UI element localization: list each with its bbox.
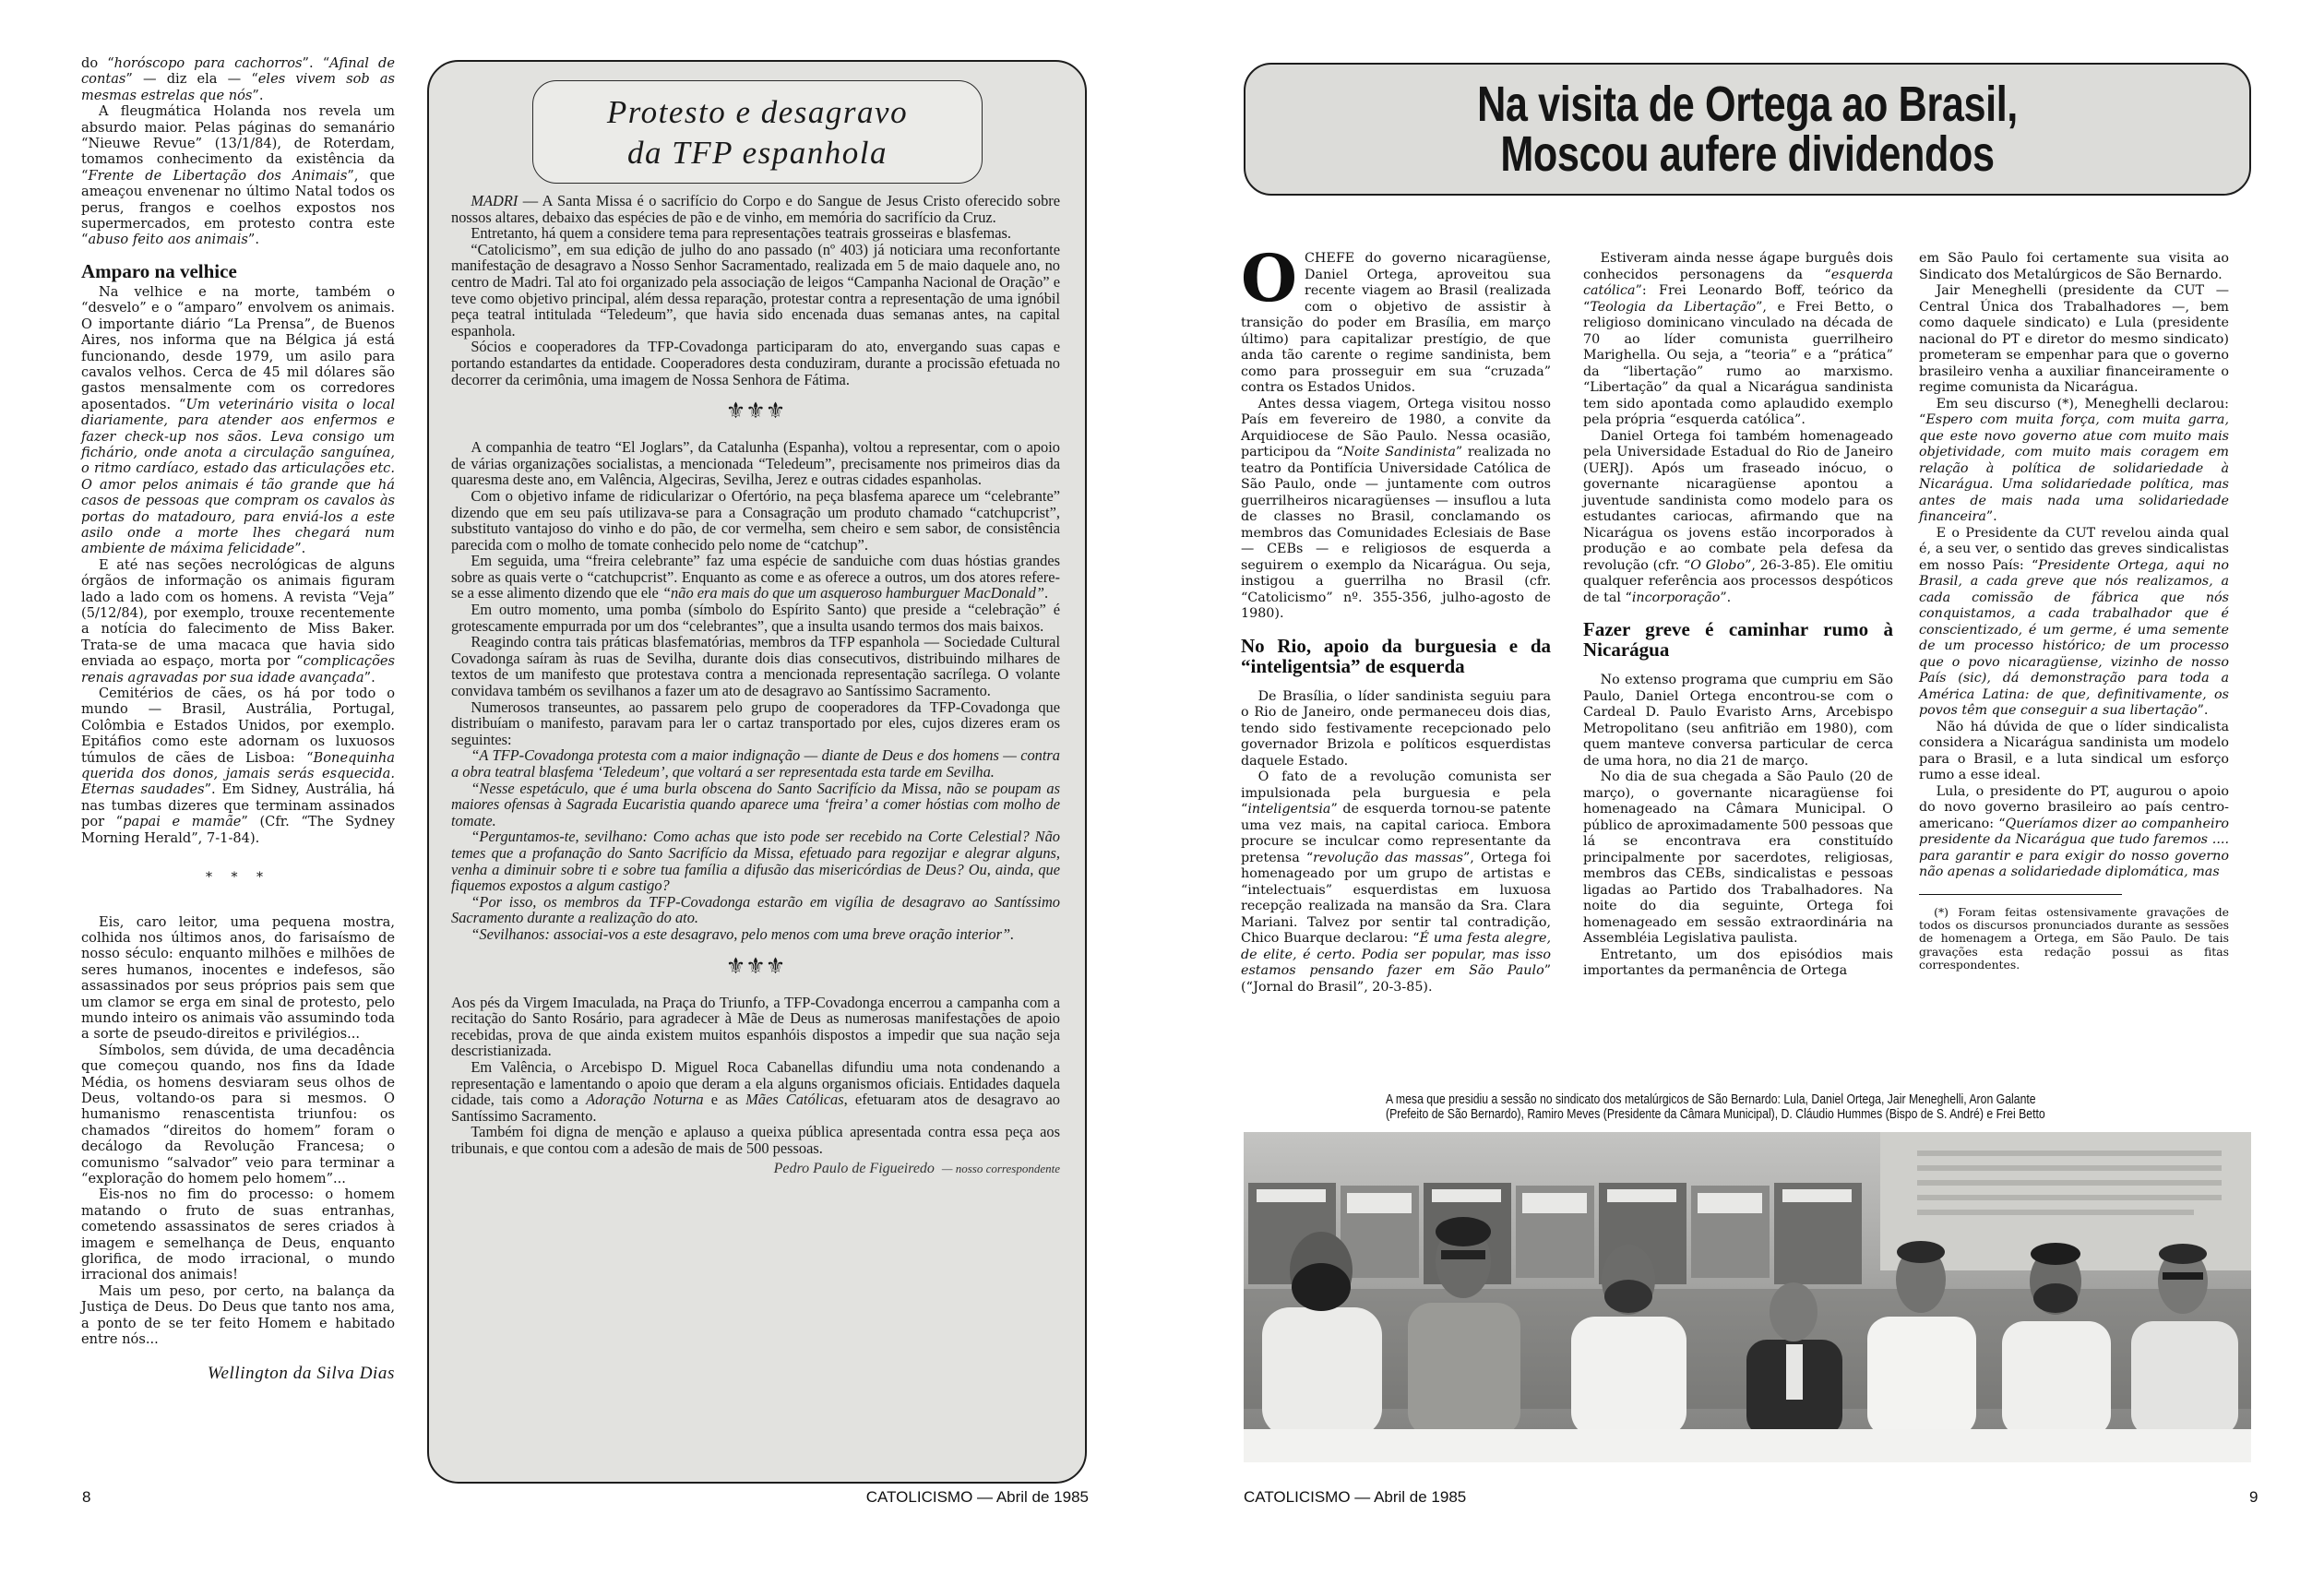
paragraph (1583, 673, 1893, 769)
text-run: Entretanto, há quem a considere tema para representações teatrais grosseiras e blasfemas. (471, 224, 1012, 243)
paragraph (1583, 948, 1893, 980)
text-run: Na velhice e na morte, também o “desvelo” e o “amparo” envolvem os animais. O importante diário “La Prensa”, de Buenos Aires, nos informa que na Bélgica já está funcionando, desde 1979, um asilo para cavalos velhos. Cerca de 45 mil dólares são gastos mensalmente com os corredores aposentados. “ (81, 283, 395, 412)
paragraph (1919, 283, 2229, 397)
text-run: No dia de sua chegada a São Paulo (20 de março), o governante nicaragüense foi homenageado na Câmara Municipal. O público de aproximadamente 500 pessoas que lá se encontrava era constituído principalmente por sacerdotes, religiosas, membros das CEBs, sindicalistas e pessoas ligadas ao Partido dos Trabalhadores. Na noite do dia seguinte, Ortega foi homenageado em sessão extraordinária na Assembléia Legislativa paulista. (1583, 769, 1893, 946)
text-run: ”, 26-3-85). Ele omitiu qualquer referência aos processos despóticos de tal “ (1583, 557, 1893, 605)
text-run: ”, que ameaçou envenenar no último Natal todos os perus, frangos e coelhos expostos nos supermercados, em protesto contra este “ (81, 167, 395, 248)
italic-text: Noite Sandinista (1342, 445, 1456, 459)
text-run: Estiveram ainda nesse ágape burguês dois conhecidos personagens da “ (1583, 251, 1893, 282)
text-run: “Perguntamos-te, sevilhano: Como achas que isto pode ser recebido na Corte Celestial? Não temes que a profanação do Santo Sacrifício da Missa, efetuado para regozijar e alegrar alguns, venha a diminuir sobre ti e sobre tua família a difusão das misericórdias de Deus? Ou, ainda, que fiquemos expostos a algum castigo? (451, 828, 1060, 895)
paragraph (1241, 689, 1551, 770)
paragraph (451, 439, 1060, 488)
italic-text: “não era mais do que um asqueroso hamburguer MacDonald” (661, 584, 1044, 602)
text-run: Entretanto, um dos episódios mais importantes da permanência de Ortega (1583, 947, 1893, 978)
text-run: Em seu discurso (*), Meneghelli declarou: “ (1919, 396, 2229, 427)
italic-text: Bonequinha querida dos donos, jamais serás esquecida. Eternas saudades (81, 749, 395, 798)
signature-name: Pedro Paulo de Figueiredo (773, 1161, 935, 1177)
text-run: ”. “ (302, 55, 330, 71)
text-run: ”. (363, 669, 375, 686)
footer-right: CATOLICISMO — Abril de 1985 (1244, 1488, 1467, 1506)
text-run: ” (“Jornal do Brasil”, 20-3-85). (1241, 963, 1551, 995)
text-run: Daniel Ortega foi também homenageado pela Universidade Estadual do Rio de Janeiro (UERJ). Após um fraseado inócuo, o governante nicaragüense apontou a juventude sandinista como modelo para os estudantes cariocas, afirmando que na Nicarágua os jovens estão incorporados à produção e ao combate pela defesa da revolução (cfr. “ (1583, 428, 1893, 573)
text-run: Com o objetivo infame de ridicularizar o Ofertório, na peça blasfema aparece um “celebrante” dizendo que em seu país utilizava-se para a Consagração um produto chamado “catchupcrist”, substituto vantajoso do vinho e do pão, de cor vermelha, sem cheiro e sem sabor, de consistência parecida com o molho de tomate conhecido pelo nome de “catchup”. (451, 486, 1060, 554)
text-run: ”. (247, 232, 260, 248)
asterism-separator: * * * (206, 870, 270, 886)
italic-text: Adoração Noturna (586, 1091, 704, 1109)
text-run: Jair Meneghelli (presidente da CUT — Central Única dos Trabalhadores —, bem como daquele sindicato) e Lula (presidente nacional do PT e diretor do mesmo sindicato) prometeram se empenhar para que o governo brasileiro venha a auxiliar financeiramente o regime comunista da Nicarágua. (1919, 283, 2229, 395)
paragraph (81, 284, 395, 557)
paragraph (81, 1186, 395, 1282)
photo-caption (1386, 1092, 2083, 1122)
footer-left: CATOLICISMO — Abril de 1985 (865, 1488, 1089, 1506)
italic-text: MADRI (471, 192, 518, 209)
article-column-2 (1583, 251, 1893, 980)
paragraph (451, 242, 1060, 340)
paragraph (81, 103, 395, 248)
paragraph (451, 339, 1060, 388)
italic-text: O Globo (1690, 557, 1746, 573)
text-run: De Brasília, o líder sandinista seguiu para o Rio de Janeiro, onde permaneceu dois dias, tendo sido festivamente recepcionado pelo governador Brizola e políticos esquerdistas daquele Estado. (1241, 688, 1551, 769)
text-run: ” de esquerda tornou-se patente uma vez mais, na capital carioca. Embora procure se inculcar como representante da pretensa “ (1241, 802, 1551, 865)
paragraph (1919, 251, 2229, 283)
italic-text: papai e mamãe (123, 814, 242, 830)
paragraph (81, 914, 395, 1043)
text-run: O fato de a revolução comunista ser impulsionada pela burguesia e pela “ (1241, 769, 1551, 817)
paragraph (1583, 429, 1893, 607)
paragraph (451, 602, 1060, 634)
paragraph (1241, 769, 1551, 996)
page-number-right: 9 (2249, 1488, 2258, 1506)
text-run: ” — diz ela — “ (125, 71, 258, 88)
paragraph (1919, 720, 2229, 784)
footnote-divider (1919, 894, 2122, 895)
text-run: Em Valência, o Arcebispo D. Miguel Roca Cabanellas difundiu uma nota condenando a representação e lamentando o apoio que deram a ela alguns organismos oficiais. Entidades daquela cidade, tais como a (451, 1057, 1060, 1109)
text-run: Em outro momento, uma pomba (símbolo do Espírito Santo) que preside a “celebração” é grotescamente empurrada por um dos “celebrantes”, que a insulta usando termos dos mais baixos. (451, 601, 1060, 635)
headline-line-2: Moscou aufere dividendos (1500, 126, 1995, 182)
text-run: No extenso programa que cumpriu em São Paulo, Daniel Ortega encontrou-se com o Cardeal D. Paulo Evaristo Arns, Arcebispo Metropolitano (seu anfitrião em 1980), com quem manteve conversa particular de cerca de uma hora, no dia 21 de março. (1583, 673, 1893, 769)
text-run: Em seguida, uma “freira celebrante” faz uma espécie de sanduiche com duas hóstias grandes sobre as quais verte o “catchupcrist”. Enquanto as come e as oferece a outros, um dos atores refere-se a esse alimento dizendo que ele (451, 552, 1060, 602)
text-run: Sócios e cooperadores da TFP-Covadonga participaram do ato, envergando suas capas e portando estandartes da entidade. Cooperadores desta conduziram, durante a procissão efetuada no decorrer da cerimônia, uma imagem de Nossa Senhora de Fátima. (451, 338, 1060, 388)
paragraph (1583, 251, 1893, 429)
text-run: CHEFE do governo nicaragüense, Daniel Ortega, aproveitou sua recente viagem ao Brasil (realizada com o objetivo de assistir à transição do poder em Brasília, em março último) para capitalizar prestígio, de que anda tão carente o regime sandinista, bem como para prosseguir em sua “cruzada” contra os Estados Unidos. (1241, 251, 1551, 395)
drop-cap: O (1241, 240, 1297, 316)
text-run: ”. (1985, 509, 1997, 524)
fleur-de-lis-ornament: ⚜⚜⚜ (725, 954, 786, 979)
italic-text: horóscopo para cachorros (113, 55, 303, 71)
italic-text: Teologia da Libertação (1590, 299, 1757, 315)
text-run: ”. Em Sidney, Austrália, há nas tumbas dizeres que terminam assinados por “ (81, 781, 395, 830)
text-run: Eis-nos no fim do processo: o homem matando o fruto de suas entranhas, cometendo assassinatos de seres criados à imagem e semelhança de Deus, enquanto glorifica, de modo irracional, o mundo irracional dos animais! (81, 1186, 395, 1283)
text-run: A companhia de teatro “El Joglars”, da Catalunha (Espanha), voltou a representar, com o apoio de várias organizações socialistas, a mencionada “Teledeum”, precisamente nos primeiros dias da quaresma deste ano, em Valência, Algeciras, Sevilha, Jerez e outras cidades espanholas. (451, 438, 1060, 489)
caption-line-1: A mesa que presidiu a sessão no sindicato dos metalúrgicos de São Bernardo: Lula, Daniel Ortega, Jair Meneghelli, Aron Galante (1386, 1092, 2036, 1107)
text-run: “Por isso, os membros da TFP-Covadonga estarão em vigília de desagravo ao Santíssimo Sacramento durante a realização do ato. (451, 892, 1060, 927)
text-run: Não há dúvida de que o líder sindicalista considera a Nicarágua sandinista um modelo para o Brasil, e a luta sindical um esforço rumo a esse ideal. (1919, 719, 2229, 782)
italic-text: eles vivem sob as mesmas estrelas que nós (81, 71, 395, 103)
article-continuation-column (81, 55, 395, 1384)
signature-role: — nosso correspondente (941, 1162, 1060, 1176)
text-run: “Catolicismo”, em sua edição de julho do ano passado (nº 403) já noticiara uma reconfortante manifestação de desagravo a Nosso Senhor Sacramentado, realizada em 5 de maio daquele ano, no centro de Madri. Tal ato foi organizado pela associação de leigos “Campanha Nacional de Oração” e teve como objetivo principal, além dessa reparação, protestar contra a representação de uma ignóbil peça teatral intitulada “Teledeum”, que havia sido encenada duas semanas antes, na capital espanhola. (451, 240, 1060, 340)
sidebar-article-body (451, 193, 1060, 1178)
text-run: em São Paulo foi certamente sua visita ao Sindicato dos Metalúrgicos de São Bernardo. (1919, 251, 2229, 282)
paragraph (1241, 240, 1551, 397)
text-run: e as (703, 1091, 746, 1109)
text-run: “A TFP-Covadonga protesta com a maior indignação — diante de Deus e dos homens — contra a obra teatral blasfema ‘Teledeum’, que voltará a ser representada esta tarde em Sevilha. (451, 746, 1060, 781)
text-run: . (1043, 584, 1049, 602)
paragraph (451, 1124, 1060, 1156)
text-run: do “ (81, 55, 114, 71)
italic-text: Afinal de contas (81, 55, 396, 88)
correspondent-signature (451, 1160, 1060, 1178)
text-run: ” (Cfr. “The Sydney Morning Herald”, 7-1-84). (81, 814, 395, 846)
text-run: ” realizada no teatro da Pontifícia Universidade Católica de São Paulo, onde — juntamente com outros guerrilheiros nicaragüenses — insuflou a luta de classes no Brasil, conclamando os membros das Comunidades Eclesiais de Base — CEBs — e religiosos de esquerda a seguirem o exemplo da Nicarágua. Ou seja, instigou a guerrilha no Brasil (cfr. “Catolicismo” nº. 355-356, julho-agosto de 1980). (1241, 445, 1551, 621)
headline-line-1: Na visita de Ortega ao Brasil, (1477, 77, 2018, 132)
italic-text: Frente de Libertação dos Animais (88, 167, 348, 184)
text-run: A fleugmática Holanda nos revela um absurdo maior. Pelas páginas do semanário “Nieuwe Revue” (13/1/84), de Roterdam, tomamos conhecimento da existência da “ (81, 103, 395, 184)
fleur-de-lis-ornament: ⚜⚜⚜ (725, 399, 786, 424)
text-run: ”. (2197, 703, 2209, 718)
column-2-text (1583, 251, 1893, 980)
paragraph (1919, 397, 2229, 526)
paragraph (81, 55, 395, 103)
paragraph (1241, 397, 1551, 623)
italic-text: complicações renais agravadas por sua idade avançada (81, 653, 395, 686)
paragraph (81, 1283, 395, 1348)
italic-text: incorporação (1631, 590, 1721, 605)
text-run: Mais um peso, por certo, na balança da Justiça de Deus. Do Deus que tanto nos ama, a ponto de se ter feito Homem e habitado entre nós... (81, 1282, 395, 1348)
paragraph (81, 557, 395, 686)
title-line-1: Protesto e desagravo (606, 94, 909, 130)
footnote: (*) Foram feitas ostensivamente gravações de todos os discursos pronunciados durante as sessões de homenagem a Ortega, em São Paulo. De tais gravações esta redação possui as fitas correspondentes. (1919, 904, 2229, 972)
paragraph (1919, 526, 2229, 720)
italic-text: É uma festa alegre, de elite, é certo. Podia ser popular, mas isso estamos pensando fazer em São Paulo (1241, 931, 1551, 978)
quoted-paragraph (451, 894, 1060, 926)
paragraph (451, 1059, 1060, 1124)
headline-box (1244, 63, 2251, 196)
paragraph (81, 686, 395, 846)
italic-text: revolução das massas (1313, 850, 1463, 865)
column-3-text (1919, 251, 2229, 881)
italic-text: Um veterinário visita o local diariamente, para atender aos enfermos e fazer check-up nos sãos. Leva consigo um fichário, onde anota a circulação sanguínea, o ritmo cardíaco, estado das articulações etc. O amor pelos animais é tão grande que há casos de pessoas que compram os cavalos às portas do matadouro, para enviá-los a este asilo onde a morte lhes chegará num ambiente de máxima felicidade (81, 396, 395, 557)
author-signature: Wellington da Silva Dias (207, 1364, 395, 1384)
title-line-2: da TFP espanhola (627, 135, 888, 171)
text-run: Reagindo contra tais práticas blasfematórias, membros da TFP espanhola — Sociedade Cultural Covadonga saíram às ruas de Sevilha, durante dois dias consecutivos, distribuindo milhares de textos de um manifesto que protestava contra a mencionada representação sacrílega. O volante convidava também os sevilhanos a fazer um ato de desagravo ao Santíssimo Sacramento. (451, 633, 1060, 700)
paragraph (1583, 769, 1893, 948)
italic-text: Espero com muita força, com muita garra, que este novo governo atue com muito mais objetividade, com muito mais coragem em relação à política de solidariedade à Nicarágua. Uma solidariedade política, mas antes de mais nada uma solidariedade financeira (1919, 412, 2229, 524)
caption-line-2: (Prefeito de São Bernardo), Ramiro Meves (Presidente da Câmara Municipal), D. Cláudio Hummes (Bispo de S. André) e Frei Betto (1386, 1107, 2045, 1122)
italic-text: Queríamos dizer ao companheiro presidente da Nicarágua que tudo faremos .... para garantir e para exigir do nosso governo não apenas a solidariedade diplomática, mas (1919, 816, 2229, 879)
text-run: ”, Ortega foi homenageado por um grupo de artistas e “intelectuais” esquerdistas em luxuosa recepção realizada na mansão da Sra. Clara Mariani. Talvez por sentir tal contradição, Chico Buarque declarou: “ (1241, 850, 1551, 946)
text-run: Símbolos, sem dúvida, de uma decadência que começou quando, nos fins da Idade Média, os homens desviaram seus olhos de Deus, voltando-os para si mesmos. O humanismo renascentista triunfou: os chamados “direitos do homem” foram o decálogo da Revolução Francesa; o comunismo “salvador” veio para terminar a “exploração do homem pelo homem”... (81, 1042, 395, 1186)
quoted-paragraph (451, 781, 1060, 829)
article-column-3 (1919, 251, 2229, 983)
text-run: Também foi digna de menção e aplauso a queixa pública apresentada contra essa peça aos tribunais, e que contou com a adesão de mais de 500 pessoas. (451, 1123, 1060, 1157)
text-run: E até nas seções necrológicas de alguns órgãos de informação os animais figuram lado a lado com os homens. A revista “Veja” (5/12/84), por exemplo, trouxe recentemente a notícia do falecimento de Miss Baker. Trata-se de uma macaca que havia sido enviada ao espaço, morta por “ (81, 556, 395, 670)
text-run: E o Presidente da CUT revelou ainda qual é, a seu ver, o sentido das greves sindicalistas em nosso País: “ (1919, 525, 2229, 573)
article-column-1 (1241, 240, 1551, 996)
text-run: Eis, caro leitor, uma pequena mostra, colhida nos últimos anos, do farisaísmo de nosso século: enquanto milhões e milhões de seres humanos, inocentes e indefesos, são assassinados por seus próprios pais sem que um clamor se erga em sinal de protesto, pelo mundo inteiro os animais vão assumindo toda a sorte de pseudo-direitos e privilégios... (81, 913, 395, 1043)
article-body (81, 55, 395, 1347)
paragraph (451, 225, 1060, 242)
text-run: ”. (1720, 590, 1732, 605)
section-heading: Fazer greve é caminhar rumo à Nicarágua (1583, 618, 1893, 661)
text-run: Numerosos transeuntes, ao passarem pelo grupo de cooperadores da TFP-Covadonga que distribuíam o manifesto, paravam para ler o cartaz transportado por eles, cujos dizeres eram os seguintes: (451, 698, 1060, 748)
sidebar-article-box (427, 60, 1087, 1484)
text-run: Antes dessa viagem, Ortega visitou nosso País em fevereiro de 1980, a convite da Arquidiocese de São Paulo. Nessa ocasião, participou da “ (1241, 396, 1551, 459)
italic-text: Mães Católicas (745, 1091, 844, 1109)
sidebar-article-title (532, 80, 983, 184)
paragraph (451, 488, 1060, 553)
section-heading: Amparo na velhice (81, 259, 237, 282)
text-run: ”: Frei Leonardo Boff, teórico da “ (1583, 283, 1893, 315)
paragraph (451, 553, 1060, 602)
italic-text: Presidente Ortega, aqui no Brasil, a cada greve que nós realizamos, a cada comissão de fábrica que nós conquistamos, a cada trabalhador que é conscientizado, é um germe, é uma semente de um processo histórico; de um processo que o povo nicaragüense, vizinho de nosso País (sic), dá demonstração para toda a América Latina: de que, definitivamente, os povos têm que conseguir a sua libertação (1919, 557, 2229, 718)
paragraph (451, 699, 1060, 748)
italic-text: abuso feito aos animais (88, 232, 248, 248)
text-run: ”, e Frei Betto, o religioso dominicano vinculado na década de 70 ao líder comunista guerrilheiro Marighella. Ou seja, a “teoria” e a “prática” da “libertação” rumo ao marxismo. “Libertação” da qual a Nicarágua sandinista tem sido apontada como aplaudido exemplo pela própria “esquerda católica”. (1583, 299, 1894, 427)
paragraph (81, 1043, 395, 1187)
italic-text: inteligentsia (1247, 802, 1331, 817)
quoted-paragraph (451, 747, 1060, 780)
paragraph (451, 995, 1060, 1059)
quoted-paragraph (451, 926, 1060, 943)
text-run: Cemitérios de cães, os há por todo o mundo — Brasil, Austrália, Portugal, Colômbia e Estados Unidos, por exemplo. Epitáfios como este adornam os luxuosos túmulos de cães de Lisboa: “ (81, 686, 395, 766)
text-run: , efetuaram atos de desagravo ao Santíssimo Sacramento. (451, 1091, 1060, 1125)
quoted-paragraph (451, 829, 1060, 893)
italic-text: esquerda católica (1583, 267, 1893, 298)
text-run: Lula, o presidente do PT, augurou o apoio do novo governo brasileiro ao país centro-americano: “ (1919, 783, 2229, 831)
text-run: — A Santa Missa é o sacrifício do Corpo e do Sangue de Jesus Cristo oferecido sobre nossos altares, debaixo das espécies de pão e de vinho, em memória do sacrifício da Cruz. (451, 192, 1060, 226)
paragraph (1919, 784, 2229, 881)
text-run: ”. (252, 87, 264, 103)
text-run: ”. (294, 541, 306, 557)
section-heading: No Rio, apoio da burguesia e da “inteligentsia” de esquerda (1241, 634, 1551, 677)
column-1-text (1241, 240, 1551, 996)
text-run: “Sevilhanos: associai-vos a este desagravo, pelo menos com uma breve oração interior”. (471, 924, 1015, 943)
table-cloth (1244, 1429, 2251, 1462)
page-number-left: 8 (82, 1488, 91, 1506)
sidebar-article-text (451, 193, 1060, 1156)
meeting-photo (1244, 1132, 2251, 1462)
paragraph (451, 634, 1060, 698)
text-run: “Nesse espetáculo, que é uma burla obscena do Santo Sacrifício da Missa, não se poupam as maiores ofensas à Sagrada Eucaristia quando aparece uma ‘freira’ a comer hóstias com molho de tomate. (451, 779, 1060, 829)
text-run: Aos pés da Virgem Imaculada, na Praça do Triunfo, a TFP-Covadonga encerrou a campanha com a recitação do Santo Rosário, para agradecer à Mãe de Deus as numerosas manifestações de apoio recebidas, prova de que ainda existem muitos espanhóis dispostos a impedir que sua nação seja descristianizada. (451, 993, 1060, 1060)
paragraph (451, 193, 1060, 225)
